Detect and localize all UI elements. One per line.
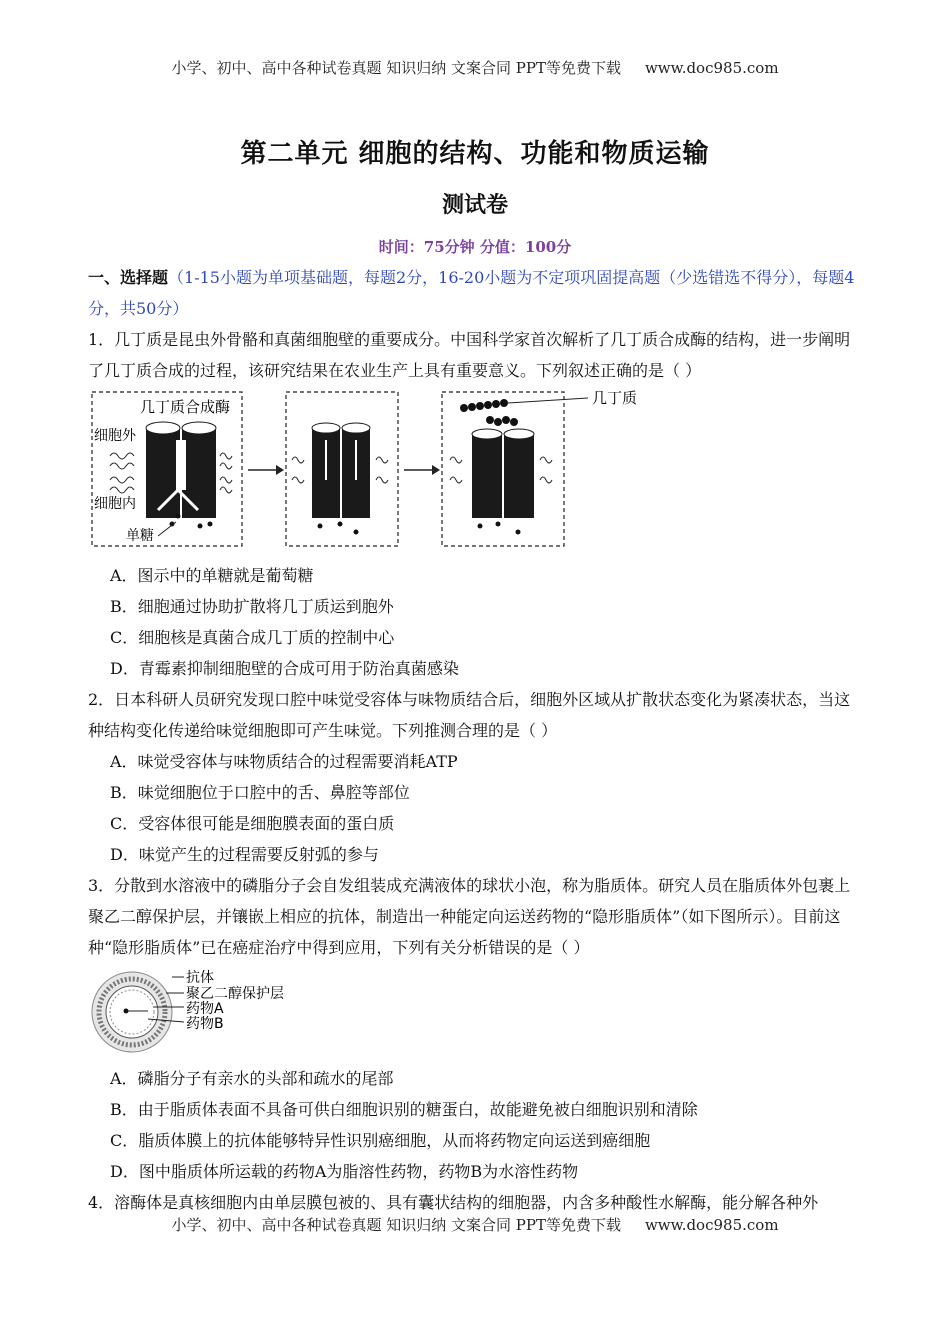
drug-dot bbox=[124, 1009, 129, 1014]
chitin-synthase-figure bbox=[88, 390, 648, 552]
section-note: （1-15小题为单项基础题，每题2分，16-20小题为不定项巩固提高题（少选错选不得分），每题4分，共50分） bbox=[88, 268, 855, 318]
page-header bbox=[0, 57, 950, 78]
inside-label: 细胞内 bbox=[94, 496, 136, 512]
question-3-stem: 3．分散到水溶液中的磷脂分子会自发组装成充满液体的球状小泡，称为脂质体。研究人员在脂质体外包裹上聚乙二醇保护层，并镶嵌上相应的抗体，制造出一种能定向运送药物的“隐形脂质体”（如下图所示）。目前这种“隐形脂质体”已在癌症治疗中得到应用，下列有关分析错误的是（ ） bbox=[88, 876, 851, 957]
question-2-option-a: A．味觉受容体与味物质结合的过程需要消耗ATP bbox=[110, 752, 458, 771]
enzyme-body-2 bbox=[312, 423, 370, 518]
question-2-option-d: D．味觉产生的过程需要反射弧的参与 bbox=[110, 845, 379, 864]
question-1-option-b: B．细胞通过协助扩散将几丁质运到胞外 bbox=[110, 597, 394, 616]
header-text: 小学、初中、高中各种试卷真题 知识归纳 文案合同 PPT等免费下载 bbox=[171, 59, 621, 77]
question-3-option-c: C．脂质体膜上的抗体能够特异性识别癌细胞，从而将药物定向运送到癌细胞 bbox=[110, 1131, 651, 1150]
stealth-liposome-figure bbox=[88, 967, 308, 1057]
question-2-stem: 2．日本科研人员研究发现口腔中味觉受容体与味物质结合后，细胞外区域从扩散状态变化为紧凑状态，当这种结构变化传递给味觉细胞即可产生味觉。下列推测合理的是（ ） bbox=[88, 690, 851, 740]
chitin-pointer bbox=[508, 398, 588, 403]
footer-text: 小学、初中、高中各种试卷真题 知识归纳 文案合同 PPT等免费下载 bbox=[171, 1216, 621, 1234]
peg-label: 聚乙二醇保护层 bbox=[186, 986, 284, 1002]
question-1-stem: 1．几丁质是昆虫外骨骼和真菌细胞壁的重要成分。中国科学家首次解析了几丁质合成酶的结构，进一步阐明了几丁质合成的过程，该研究结果在农业生产上具有重要意义。下列叙述正确的是（ ） bbox=[88, 330, 851, 380]
question-3-option-d: D．图中脂质体所运载的药物A为脂溶性药物，药物B为水溶性药物 bbox=[110, 1162, 579, 1181]
membrane-left-1 bbox=[110, 453, 134, 493]
question-2-option-c: C．受容体很可能是细胞膜表面的蛋白质 bbox=[110, 814, 395, 833]
enzyme-body-1 bbox=[146, 422, 216, 518]
drug-b-label: 药物B bbox=[186, 1016, 224, 1032]
chitin-label: 几丁质 bbox=[592, 390, 638, 407]
page-footer bbox=[0, 1214, 950, 1235]
exam-meta: 时间：75分钟 分值：100分 bbox=[378, 238, 572, 256]
sugar-dots-2 bbox=[318, 522, 359, 535]
outside-label: 细胞外 bbox=[94, 428, 136, 444]
exam-content bbox=[88, 262, 858, 1218]
question-3-option-b: B．由于脂质体表面不具备可供白细胞识别的糖蛋白，故能避免被白细胞识别和清除 bbox=[110, 1100, 698, 1119]
sugar-dots-3 bbox=[478, 522, 521, 535]
question-2-option-b: B．味觉细胞位于口腔中的舌、鼻腔等部位 bbox=[110, 783, 410, 802]
monosaccharide-pointer bbox=[158, 522, 176, 536]
footer-url[interactable]: www.doc985.com bbox=[644, 1216, 779, 1234]
page-subtitle: 测试卷 bbox=[441, 193, 508, 218]
header-url[interactable]: www.doc985.com bbox=[644, 59, 779, 77]
enzyme-body-3 bbox=[472, 429, 534, 518]
membrane-right-1 bbox=[220, 453, 232, 493]
enzyme-label: 几丁质合成酶 bbox=[140, 398, 231, 416]
question-4-stem: 4．溶酶体是真核细胞内由单层膜包被的、具有囊状结构的细胞器，内含多种酸性水解酶，能分解各种外 bbox=[88, 1193, 819, 1212]
monosaccharide-label: 单糖 bbox=[126, 528, 154, 544]
section-heading: 一、选择题（1-15小题为单项基础题，每题2分，16-20小题为不定项巩固提高题（少选错选不得分），每题4分，共50分） bbox=[88, 268, 855, 318]
question-1-option-a: A．图示中的单糖就是葡萄糖 bbox=[110, 566, 314, 585]
drug-a-label: 药物A bbox=[186, 1001, 224, 1017]
page-title: 第二单元 细胞的结构、功能和物质运输 bbox=[240, 139, 710, 169]
question-1-option-d: D．青霉素抑制细胞壁的合成可用于防治真菌感染 bbox=[110, 659, 459, 678]
antibody-label: 抗体 bbox=[186, 970, 214, 986]
question-3-option-a: A．磷脂分子有亲水的头部和疏水的尾部 bbox=[110, 1069, 394, 1088]
question-1-option-c: C．细胞核是真菌合成几丁质的控制中心 bbox=[110, 628, 395, 647]
